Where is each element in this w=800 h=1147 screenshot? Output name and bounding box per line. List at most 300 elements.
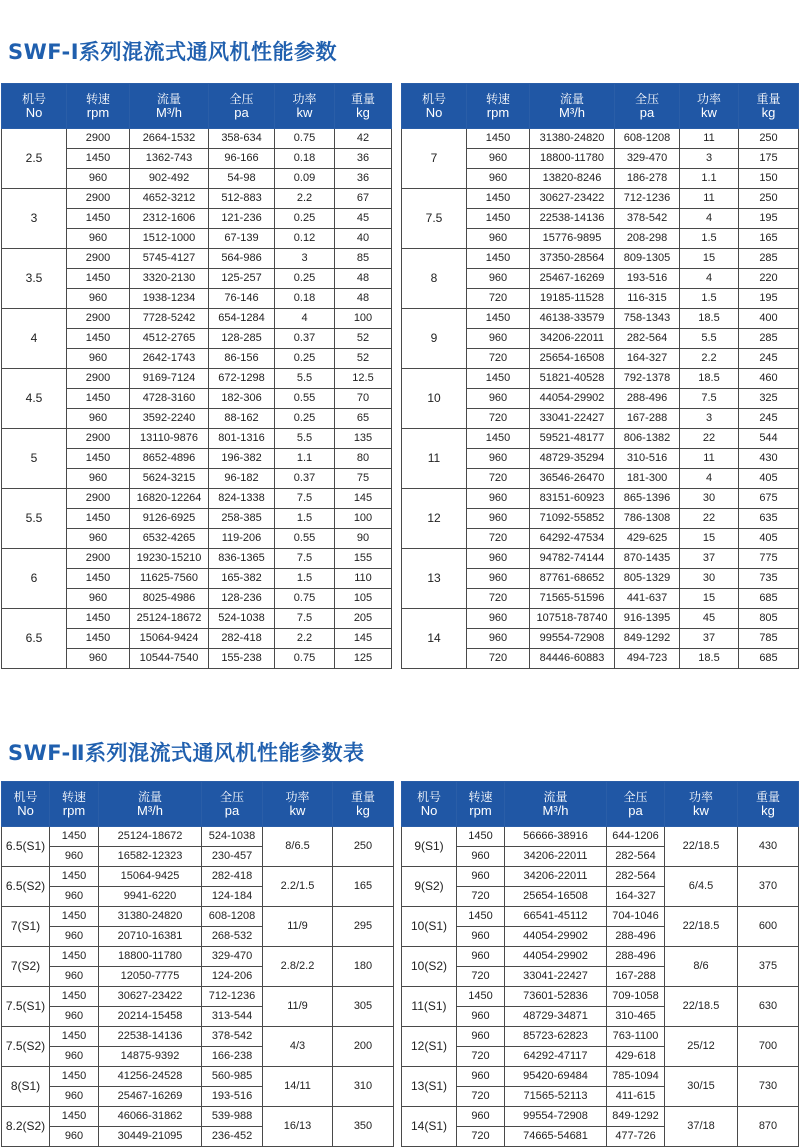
weight-cell: 205 — [335, 609, 392, 629]
weight-cell: 805 — [739, 609, 799, 629]
column-header-label: 功率 — [292, 92, 317, 106]
model-number-cell: 11 — [402, 429, 467, 489]
weight-cell: 200 — [333, 1027, 394, 1067]
pressure-cell: 167-288 — [615, 409, 680, 429]
table1-title: SWF-Ⅰ系列混流式通风机性能参数 — [8, 40, 338, 64]
weight-cell: 295 — [333, 907, 394, 947]
airflow-cell: 22538-14136 — [530, 209, 615, 229]
column-header — [402, 84, 467, 129]
power-cell: 18.5 — [680, 649, 739, 669]
pressure-cell: 166-238 — [202, 1047, 263, 1067]
weight-cell: 70 — [335, 389, 392, 409]
pressure-cell: 124-206 — [202, 967, 263, 987]
weight-cell: 195 — [739, 289, 799, 309]
speed-cell: 960 — [457, 847, 505, 867]
airflow-cell: 64292-47534 — [530, 529, 615, 549]
table-row — [2, 549, 392, 569]
weight-cell: 100 — [335, 309, 392, 329]
column-header-unit: pa — [224, 803, 240, 818]
speed-cell: 960 — [50, 847, 99, 867]
airflow-cell: 73601-52836 — [505, 987, 607, 1007]
speed-cell: 1450 — [50, 827, 99, 847]
pressure-cell: 644-1206 — [607, 827, 665, 847]
speed-cell: 1450 — [50, 947, 99, 967]
airflow-cell: 74665-54681 — [505, 1127, 607, 1147]
table-row — [2, 309, 392, 329]
airflow-cell: 44054-29902 — [530, 389, 615, 409]
weight-cell: 635 — [739, 509, 799, 529]
weight-cell: 145 — [335, 489, 392, 509]
column-header-label: 机号 — [416, 790, 441, 804]
airflow-cell: 95420-69484 — [505, 1067, 607, 1087]
column-header — [67, 84, 130, 129]
model-number-cell: 9(S2) — [402, 867, 457, 907]
pressure-cell: 282-564 — [615, 329, 680, 349]
speed-cell: 2900 — [67, 489, 130, 509]
column-header-unit: M³/h — [559, 105, 585, 120]
column-header-unit: No — [420, 803, 438, 818]
power-cell: 0.25 — [275, 209, 335, 229]
column-header — [202, 782, 263, 827]
power-cell: 3 — [275, 249, 335, 269]
table-row — [402, 987, 799, 1007]
speed-cell: 960 — [50, 927, 99, 947]
airflow-cell: 18800-11780 — [99, 947, 202, 967]
model-number-cell: 9 — [402, 309, 467, 369]
column-header-unit: M³/h — [542, 803, 569, 818]
table-row — [2, 489, 392, 509]
column-header — [607, 782, 665, 827]
airflow-cell: 15776-9895 — [530, 229, 615, 249]
pressure-cell: 128-285 — [209, 329, 275, 349]
model-number-cell: 10(S1) — [402, 907, 457, 947]
airflow-cell: 4652-3212 — [130, 189, 209, 209]
column-header-label: 全压 — [219, 790, 244, 804]
pressure-cell: 709-1058 — [607, 987, 665, 1007]
column-header-label: 机号 — [13, 790, 38, 804]
model-number-cell: 8.2(S2) — [2, 1107, 50, 1147]
table-row — [2, 609, 392, 629]
column-header-label: 重量 — [756, 92, 781, 106]
column-header — [680, 84, 739, 129]
weight-cell: 630 — [738, 987, 799, 1027]
speed-cell: 720 — [467, 649, 530, 669]
speed-cell: 1450 — [67, 389, 130, 409]
pressure-cell: 786-1308 — [615, 509, 680, 529]
airflow-cell: 13820-8246 — [530, 169, 615, 189]
power-cell: 0.37 — [275, 469, 335, 489]
pressure-cell: 378-542 — [202, 1027, 263, 1047]
table2-title: SWF-Ⅱ系列混流式通风机性能参数表 — [8, 741, 365, 765]
column-header-label: 流量 — [156, 92, 181, 106]
power-cell: 15 — [680, 529, 739, 549]
speed-cell: 960 — [67, 469, 130, 489]
model-number-cell: 14(S1) — [402, 1107, 457, 1147]
airflow-cell: 107518-78740 — [530, 609, 615, 629]
power-cell: 7.5 — [275, 489, 335, 509]
pressure-cell: 564-986 — [209, 249, 275, 269]
power-cell: 3 — [680, 409, 739, 429]
table-row — [2, 1107, 394, 1127]
pressure-cell: 121-236 — [209, 209, 275, 229]
header-row — [2, 84, 392, 129]
weight-cell: 36 — [335, 169, 392, 189]
speed-cell: 1450 — [50, 867, 99, 887]
power-cell: 0.55 — [275, 529, 335, 549]
speed-cell: 960 — [457, 927, 505, 947]
power-cell: 0.75 — [275, 649, 335, 669]
table-row — [402, 369, 799, 389]
weight-cell: 310 — [333, 1067, 394, 1107]
pressure-cell: 282-564 — [607, 867, 665, 887]
power-cell: 37 — [680, 629, 739, 649]
pressure-cell: 805-1329 — [615, 569, 680, 589]
table-row — [2, 947, 394, 967]
speed-cell: 1450 — [67, 449, 130, 469]
power-cell: 14/11 — [263, 1067, 333, 1107]
airflow-cell: 5624-3215 — [130, 469, 209, 489]
model-number-cell: 11(S1) — [402, 987, 457, 1027]
table-row — [402, 129, 799, 149]
speed-cell: 960 — [67, 649, 130, 669]
power-cell: 0.09 — [275, 169, 335, 189]
airflow-cell: 2664-1532 — [130, 129, 209, 149]
power-cell: 6/4.5 — [665, 867, 738, 907]
weight-cell: 305 — [333, 987, 394, 1027]
speed-cell: 1450 — [467, 369, 530, 389]
column-header-unit: pa — [628, 803, 643, 818]
airflow-cell: 46066-31862 — [99, 1107, 202, 1127]
power-cell: 15 — [680, 589, 739, 609]
pressure-cell: 181-300 — [615, 469, 680, 489]
table-row — [2, 1067, 394, 1087]
power-cell: 30/15 — [665, 1067, 738, 1107]
speed-cell: 960 — [457, 867, 505, 887]
column-header-label: 重量 — [350, 92, 375, 106]
speed-cell: 720 — [457, 967, 505, 987]
weight-cell: 175 — [739, 149, 799, 169]
pressure-cell: 378-542 — [615, 209, 680, 229]
weight-cell: 65 — [335, 409, 392, 429]
power-cell: 11 — [680, 129, 739, 149]
column-header-label: 转速 — [485, 92, 510, 106]
speed-cell: 1450 — [467, 309, 530, 329]
power-cell: 1.5 — [680, 289, 739, 309]
airflow-cell: 20214-15458 — [99, 1007, 202, 1027]
airflow-cell: 10544-7540 — [130, 649, 209, 669]
model-number-cell: 9(S1) — [402, 827, 457, 867]
speed-cell: 960 — [467, 549, 530, 569]
model-number-cell: 4 — [2, 309, 67, 369]
speed-cell: 960 — [67, 289, 130, 309]
pressure-cell: 67-139 — [209, 229, 275, 249]
column-header-label: 机号 — [21, 92, 46, 106]
pressure-cell: 88-162 — [209, 409, 275, 429]
power-cell: 4 — [680, 209, 739, 229]
pressure-cell: 282-564 — [607, 847, 665, 867]
column-header-unit: rpm — [486, 105, 510, 120]
column-header-unit: kw — [693, 803, 709, 818]
model-number-cell: 5.5 — [2, 489, 67, 549]
pressure-cell: 124-184 — [202, 887, 263, 907]
weight-cell: 165 — [739, 229, 799, 249]
airflow-cell: 25467-16269 — [99, 1087, 202, 1107]
pressure-cell: 712-1236 — [202, 987, 263, 1007]
weight-cell: 195 — [739, 209, 799, 229]
weight-cell: 405 — [739, 469, 799, 489]
column-header-unit: rpm — [469, 803, 492, 818]
table-row — [402, 827, 799, 847]
speed-cell: 960 — [457, 1107, 505, 1127]
model-number-cell: 7 — [402, 129, 467, 189]
speed-cell: 1450 — [50, 907, 99, 927]
table-row — [402, 249, 799, 269]
pressure-cell: 125-257 — [209, 269, 275, 289]
airflow-cell: 71565-52113 — [505, 1087, 607, 1107]
weight-cell: 48 — [335, 269, 392, 289]
model-number-cell: 6 — [2, 549, 67, 609]
power-cell: 5.5 — [275, 369, 335, 389]
model-number-cell: 2.5 — [2, 129, 67, 189]
column-header-label: 全压 — [623, 790, 648, 804]
pressure-cell: 654-1284 — [209, 309, 275, 329]
model-number-cell: 12(S1) — [402, 1027, 457, 1067]
column-header — [402, 782, 457, 827]
pressure-cell: 186-278 — [615, 169, 680, 189]
speed-cell: 2900 — [67, 429, 130, 449]
column-header-label: 转速 — [61, 790, 86, 804]
airflow-cell: 8025-4986 — [130, 589, 209, 609]
weight-cell: 90 — [335, 529, 392, 549]
power-cell: 0.18 — [275, 289, 335, 309]
speed-cell: 1450 — [50, 1067, 99, 1087]
table-row — [402, 907, 799, 927]
weight-cell: 460 — [739, 369, 799, 389]
column-header-unit: No — [17, 803, 34, 818]
pressure-cell: 193-516 — [202, 1087, 263, 1107]
power-cell: 1.5 — [680, 229, 739, 249]
pressure-cell: 258-385 — [209, 509, 275, 529]
weight-cell: 245 — [739, 349, 799, 369]
speed-cell: 2900 — [67, 549, 130, 569]
pressure-cell: 208-298 — [615, 229, 680, 249]
column-header-unit: kw — [701, 105, 717, 120]
power-cell: 37/18 — [665, 1107, 738, 1147]
airflow-cell: 85723-62823 — [505, 1027, 607, 1047]
column-header — [335, 84, 392, 129]
speed-cell: 960 — [67, 169, 130, 189]
weight-cell: 40 — [335, 229, 392, 249]
power-cell: 0.55 — [275, 389, 335, 409]
airflow-cell: 25467-16269 — [530, 269, 615, 289]
airflow-cell: 71565-51596 — [530, 589, 615, 609]
speed-cell: 1450 — [50, 987, 99, 1007]
model-number-cell: 7(S1) — [2, 907, 50, 947]
weight-cell: 80 — [335, 449, 392, 469]
pressure-cell: 310-516 — [615, 449, 680, 469]
speed-cell: 720 — [457, 1047, 505, 1067]
speed-cell: 1450 — [67, 329, 130, 349]
airflow-cell: 56666-38916 — [505, 827, 607, 847]
weight-cell: 350 — [333, 1107, 394, 1147]
column-header-label: 重量 — [755, 790, 780, 804]
airflow-cell: 31380-24820 — [99, 907, 202, 927]
speed-cell: 960 — [467, 149, 530, 169]
airflow-cell: 33041-22427 — [530, 409, 615, 429]
speed-cell: 720 — [467, 589, 530, 609]
pressure-cell: 182-306 — [209, 389, 275, 409]
airflow-cell: 31380-24820 — [530, 129, 615, 149]
pressure-cell: 164-327 — [607, 887, 665, 907]
table-row — [2, 867, 394, 887]
pressure-cell: 836-1365 — [209, 549, 275, 569]
speed-cell: 1450 — [67, 629, 130, 649]
airflow-cell: 2312-1606 — [130, 209, 209, 229]
power-cell: 7.5 — [680, 389, 739, 409]
weight-cell: 325 — [739, 389, 799, 409]
speed-cell: 960 — [67, 229, 130, 249]
column-header-label: 流量 — [137, 790, 162, 804]
speed-cell: 1450 — [467, 129, 530, 149]
pressure-cell: 236-452 — [202, 1127, 263, 1147]
column-header-unit: M³/h — [156, 105, 182, 120]
weight-cell: 430 — [738, 827, 799, 867]
weight-cell: 735 — [739, 569, 799, 589]
power-cell: 37 — [680, 549, 739, 569]
pressure-cell: 429-625 — [615, 529, 680, 549]
column-header — [2, 782, 50, 827]
pressure-cell: 512-883 — [209, 189, 275, 209]
table-row — [402, 309, 799, 329]
header-row — [402, 84, 799, 129]
pressure-cell: 801-1316 — [209, 429, 275, 449]
power-cell: 0.75 — [275, 589, 335, 609]
weight-cell: 245 — [739, 409, 799, 429]
airflow-cell: 34206-22011 — [530, 329, 615, 349]
speed-cell: 720 — [467, 469, 530, 489]
airflow-cell: 2642-1743 — [130, 349, 209, 369]
pressure-cell: 358-634 — [209, 129, 275, 149]
table-row — [2, 1027, 394, 1047]
pressure-cell: 806-1382 — [615, 429, 680, 449]
airflow-cell: 44054-29902 — [505, 927, 607, 947]
power-cell: 7.5 — [275, 549, 335, 569]
airflow-cell: 99554-72908 — [530, 629, 615, 649]
pressure-cell: 313-544 — [202, 1007, 263, 1027]
pressure-cell: 288-496 — [607, 947, 665, 967]
power-cell: 45 — [680, 609, 739, 629]
airflow-cell: 9941-6220 — [99, 887, 202, 907]
table-row — [2, 129, 392, 149]
airflow-cell: 64292-47117 — [505, 1047, 607, 1067]
power-cell: 2.2 — [680, 349, 739, 369]
power-cell: 0.12 — [275, 229, 335, 249]
weight-cell: 165 — [333, 867, 394, 907]
column-header-unit: kg — [761, 803, 775, 818]
airflow-cell: 37350-28564 — [530, 249, 615, 269]
pressure-cell: 704-1046 — [607, 907, 665, 927]
column-header — [2, 84, 67, 129]
speed-cell: 1450 — [67, 569, 130, 589]
airflow-cell: 36546-26470 — [530, 469, 615, 489]
table-row — [402, 867, 799, 887]
airflow-cell: 8652-4896 — [130, 449, 209, 469]
weight-cell: 155 — [335, 549, 392, 569]
speed-cell: 2900 — [67, 129, 130, 149]
weight-cell: 250 — [739, 129, 799, 149]
power-cell: 16/13 — [263, 1107, 333, 1147]
column-header-label: 全压 — [229, 92, 254, 106]
pressure-cell: 86-156 — [209, 349, 275, 369]
airflow-cell: 84446-60883 — [530, 649, 615, 669]
power-cell: 0.25 — [275, 409, 335, 429]
airflow-cell: 51821-40528 — [530, 369, 615, 389]
model-number-cell: 7.5(S2) — [2, 1027, 50, 1067]
power-cell: 22 — [680, 429, 739, 449]
weight-cell: 145 — [335, 629, 392, 649]
weight-cell: 370 — [738, 867, 799, 907]
speed-cell: 960 — [50, 1087, 99, 1107]
power-cell: 4/3 — [263, 1027, 333, 1067]
column-header-unit: M³/h — [137, 803, 163, 818]
speed-cell: 720 — [467, 349, 530, 369]
column-header — [333, 782, 394, 827]
weight-cell: 135 — [335, 429, 392, 449]
weight-cell: 180 — [333, 947, 394, 987]
weight-cell: 75 — [335, 469, 392, 489]
column-header-unit: No — [425, 105, 443, 120]
airflow-cell: 66541-45112 — [505, 907, 607, 927]
column-header-label: 功率 — [285, 790, 310, 804]
power-cell: 22/18.5 — [665, 907, 738, 947]
speed-cell: 960 — [467, 389, 530, 409]
airflow-cell: 16582-12323 — [99, 847, 202, 867]
model-number-cell: 4.5 — [2, 369, 67, 429]
pressure-cell: 429-618 — [607, 1047, 665, 1067]
weight-cell: 400 — [739, 309, 799, 329]
weight-cell: 67 — [335, 189, 392, 209]
speed-cell: 720 — [467, 529, 530, 549]
airflow-cell: 15064-9425 — [99, 867, 202, 887]
weight-cell: 42 — [335, 129, 392, 149]
column-header-unit: No — [25, 105, 43, 120]
airflow-cell: 6532-4265 — [130, 529, 209, 549]
power-cell: 2.2 — [275, 189, 335, 209]
pressure-cell: 329-470 — [202, 947, 263, 967]
weight-cell: 52 — [335, 329, 392, 349]
airflow-cell: 33041-22427 — [505, 967, 607, 987]
airflow-cell: 30627-23422 — [530, 189, 615, 209]
weight-cell: 870 — [738, 1107, 799, 1147]
table-row — [402, 189, 799, 209]
pressure-cell: 268-532 — [202, 927, 263, 947]
airflow-cell: 22538-14136 — [99, 1027, 202, 1047]
column-header-unit: kw — [289, 803, 306, 818]
speed-cell: 720 — [457, 1127, 505, 1147]
pressure-cell: 196-382 — [209, 449, 275, 469]
speed-cell: 720 — [467, 289, 530, 309]
weight-cell: 685 — [739, 649, 799, 669]
airflow-cell: 9169-7124 — [130, 369, 209, 389]
table-row — [402, 549, 799, 569]
pressure-cell: 155-238 — [209, 649, 275, 669]
weight-cell: 430 — [739, 449, 799, 469]
power-cell: 1.1 — [275, 449, 335, 469]
airflow-cell: 15064-9424 — [130, 629, 209, 649]
weight-cell: 285 — [739, 329, 799, 349]
speed-cell: 720 — [457, 887, 505, 907]
airflow-cell: 83151-60923 — [530, 489, 615, 509]
